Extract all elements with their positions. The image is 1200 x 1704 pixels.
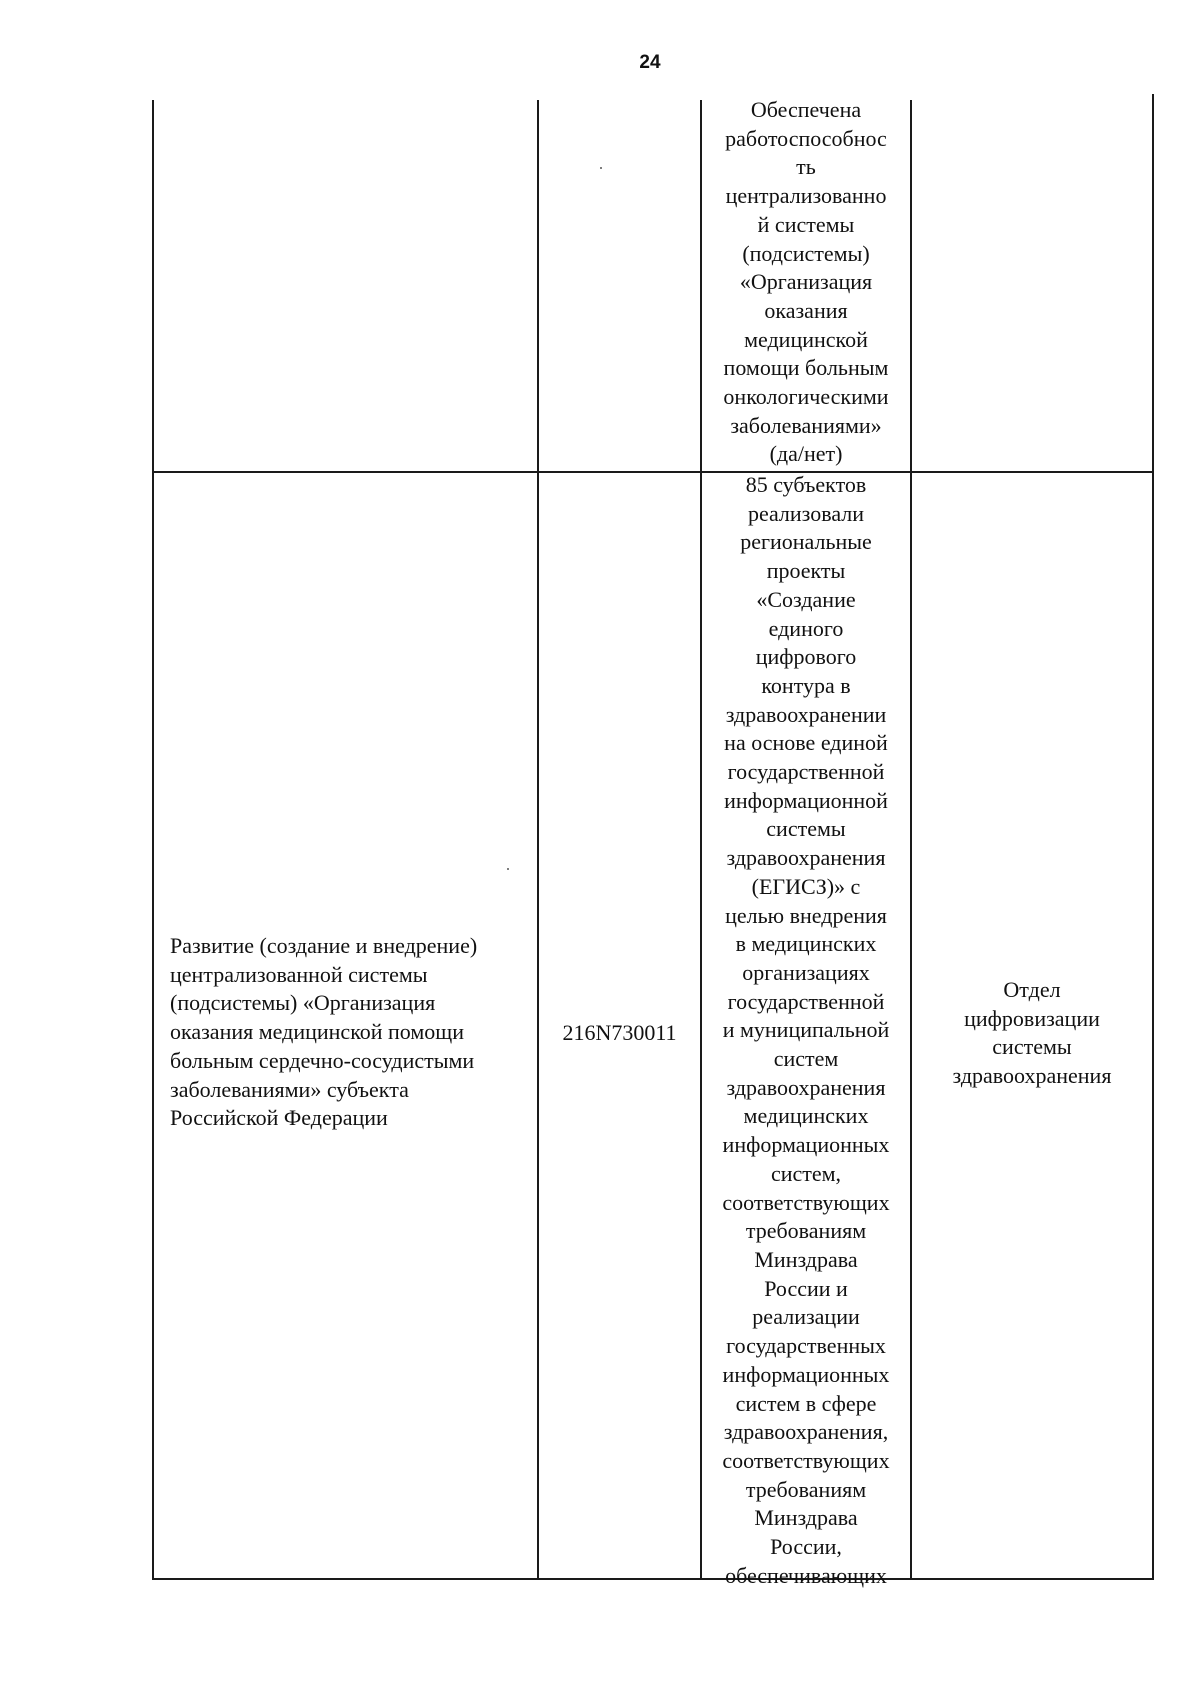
scan-speck — [507, 868, 509, 870]
row2-result-line: в медицинских — [735, 931, 877, 957]
row2-result-line: Минздрава — [754, 1505, 858, 1531]
row2-result-line: Минздрава — [754, 1246, 858, 1272]
page-number: 24 — [639, 52, 661, 73]
row2-department-line: здравоохранения — [952, 1063, 1112, 1089]
row2-result-line: здравоохранения — [726, 845, 886, 871]
table-divider-col3-col4 — [910, 100, 912, 1580]
row1-result-line: «Организация — [739, 269, 873, 295]
row2-result-line: цифрового — [755, 644, 857, 670]
row2-task-name-line: Российской Федерации — [170, 1105, 388, 1131]
row1-result-line: централизованно — [725, 183, 887, 209]
row1-result-line: онкологическими — [723, 384, 889, 410]
row2-result-indicator — [702, 471, 910, 1590]
row2-result-line: информационных — [722, 1132, 890, 1158]
row2-result-line: целью внедрения — [725, 902, 887, 928]
row2-task-name-line: заболеваниями» субъекта — [170, 1076, 409, 1102]
row2-result-line: проекты — [766, 558, 846, 584]
row1-result-line: оказания — [764, 297, 848, 323]
row2-result-line: на основе единой — [724, 730, 888, 756]
row2-result-line: требованиям — [745, 1476, 867, 1502]
table-row-divider — [152, 471, 1153, 473]
row2-result-line: (ЕГИСЗ)» с — [751, 873, 861, 899]
row2-result-line: систем, — [770, 1160, 842, 1186]
row1-result-line: медицинской — [744, 326, 868, 352]
table-border-bottom — [152, 1578, 1153, 1580]
table-border-left — [152, 100, 154, 1580]
row2-code: 216N730011 — [562, 1020, 677, 1045]
row2-result-line: требованиям — [745, 1218, 867, 1244]
row1-result-line: (да/нет) — [769, 441, 843, 467]
row1-result-line: ть — [796, 154, 816, 180]
row2-result-line: здравоохранении — [725, 701, 887, 727]
row2-result-line: «Создание — [756, 586, 856, 612]
row2-result-line: медицинских — [743, 1103, 869, 1129]
row2-result-line: организациях — [742, 959, 870, 985]
row2-result-line: России, — [770, 1534, 842, 1560]
row2-result-line: и муниципальной — [722, 1017, 890, 1043]
row2-result-line: обеспечивающих — [725, 1562, 887, 1588]
row2-department-line: Отдел — [1003, 977, 1061, 1002]
row2-result-line: региональные — [740, 529, 872, 555]
row2-department-line: системы — [992, 1034, 1072, 1060]
row2-task-name-line: оказания медицинской помощи — [170, 1019, 465, 1045]
row1-result-line: работоспособнос — [725, 125, 887, 151]
row2-result-line: государственных — [726, 1333, 886, 1359]
row2-responsible-department — [912, 976, 1152, 1091]
row2-result-line: здравоохранения — [726, 1074, 886, 1100]
row2-result-line: России и — [764, 1275, 848, 1301]
table-divider-col1-col2 — [537, 100, 539, 1580]
row2-result-line: информационных — [722, 1361, 890, 1387]
row2-result-line: государственной — [727, 759, 885, 785]
row2-task-name-line: Развитие (создание и внедрение) — [170, 933, 478, 958]
scan-speck — [600, 167, 602, 169]
row1-result-line: (подсистемы) — [742, 240, 870, 266]
row1-result-line: помощи больным — [723, 355, 889, 381]
row2-result-line: реализовали — [747, 500, 865, 526]
row2-task-name-line: (подсистемы) «Организация — [170, 990, 436, 1016]
row2-result-line: соответствующих — [722, 1189, 890, 1215]
row2-result-line: систем в сфере — [735, 1390, 877, 1416]
row2-task-name — [170, 932, 477, 1133]
row2-result-line: единого — [768, 615, 844, 641]
row2-result-line: 85 субъектов — [745, 472, 867, 497]
row2-result-line: контура в — [761, 672, 851, 698]
row2-task-name-line: централизованной системы — [170, 961, 428, 987]
row2-result-line: систем — [773, 1046, 839, 1072]
row2-result-line: государственной — [727, 988, 885, 1014]
row2-result-line: системы — [766, 816, 846, 842]
row1-result-line: й системы — [757, 211, 855, 237]
row2-result-line: соответствующих — [722, 1447, 890, 1473]
row2-result-line: информационной — [724, 787, 888, 813]
row2-result-line: реализации — [752, 1304, 860, 1330]
row1-result-line: заболеваниями» — [730, 412, 882, 438]
row2-task-name-line: больным сердечно-сосудистыми — [170, 1047, 475, 1073]
row1-result-line: Обеспечена — [750, 97, 862, 122]
row2-department-line: цифровизации — [964, 1005, 1100, 1031]
table-border-right — [1152, 94, 1154, 1580]
row2-result-line: здравоохранения, — [723, 1419, 889, 1445]
row1-result-indicator — [702, 96, 910, 469]
